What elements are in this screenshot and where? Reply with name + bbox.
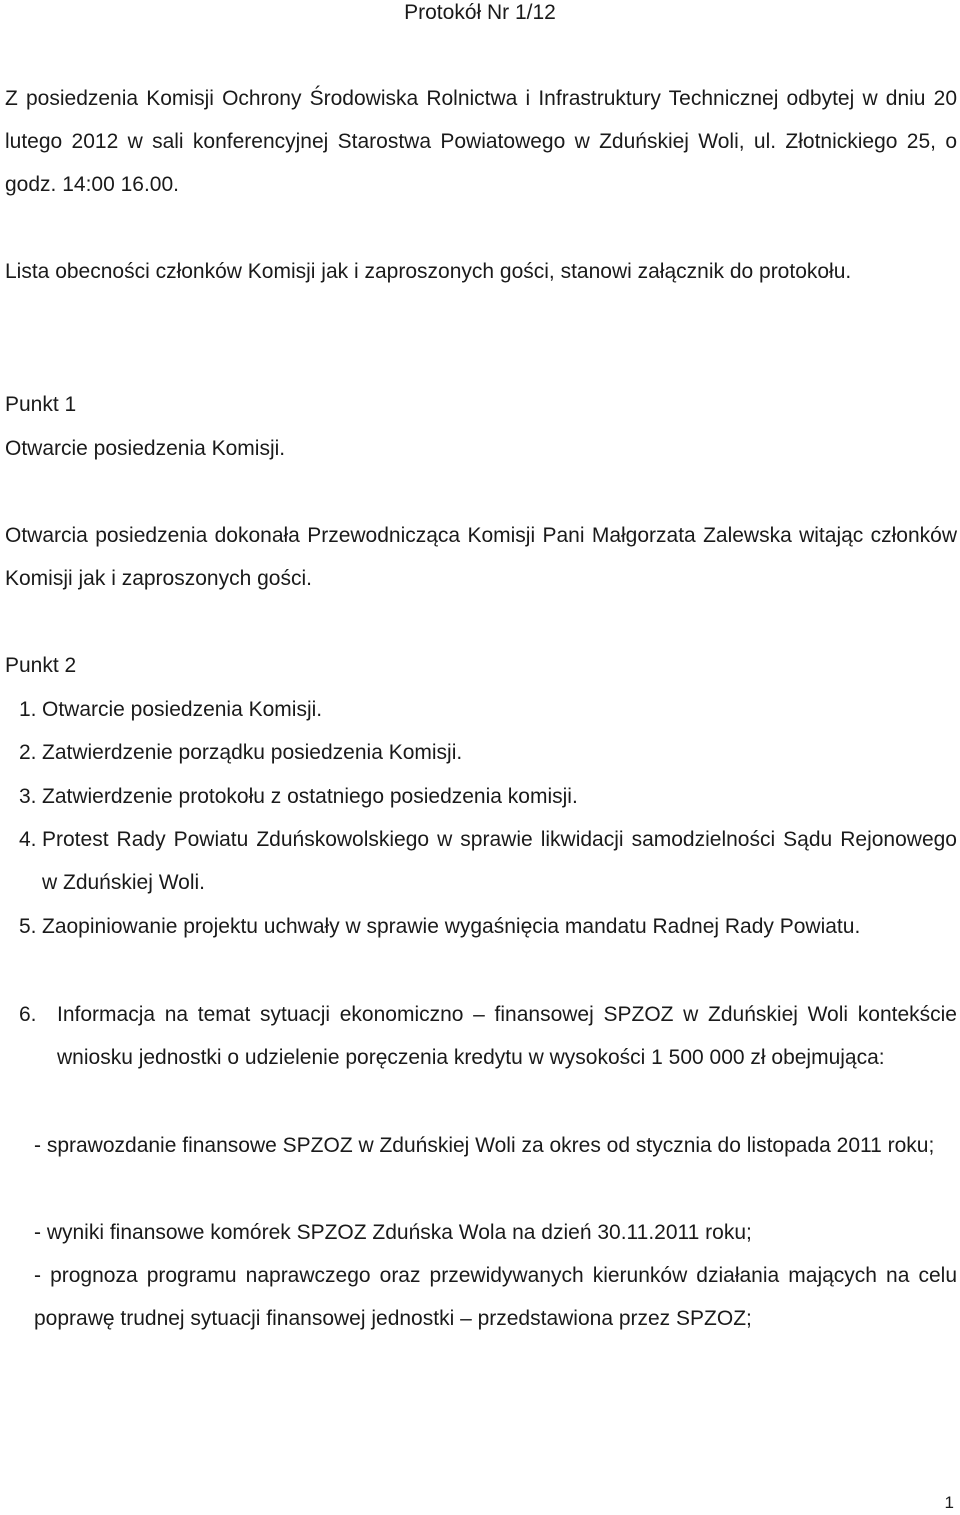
list-item-number: 2. [19, 741, 37, 764]
intro-paragraph: Z posiedzenia Komisji Ochrony Środowiska Rolnictwa i Infrastruktury Technicznej odbytej w dniu 20 lutego 2012 w sali konferencyjnej Starostwa Powiatowego w Zduńskiej Woli, ul. Złotnickiego 25, o godz. 14:00 16.00. [5, 87, 957, 196]
list-item: Zatwierdzenie porządku posiedzenia Komisji. [42, 741, 463, 764]
page-title: Protokół Nr 1/12 [404, 1, 556, 24]
list-item-number: 5. [19, 915, 37, 938]
list-item: Informacja na temat sytuacji ekonomiczno – finansowej SPZOZ w Zduńskiej Woli kontekście wniosku jednostki o udzielenie poręczenia kredytu w wysokości 1 500 000 zł obejmująca: [57, 1003, 957, 1069]
attendance-paragraph: Lista obecności członków Komisji jak i zaproszonych gości, stanowi załącznik do protokołu. [5, 260, 852, 283]
list-item: Zaopiniowanie projektu uchwały w sprawie wygaśnięcia mandatu Radnej Rady Powiatu. [42, 915, 861, 938]
sub-list-item: - wyniki finansowe komórek SPZOZ Zduńska Wola na dzień 30.11.2011 roku; [34, 1221, 752, 1244]
list-item-number: 1. [19, 698, 37, 721]
list-item-number: 6. [19, 1003, 37, 1026]
point-1-paragraph: Otwarcia posiedzenia dokonała Przewodnicząca Komisji Pani Małgorzata Zalewska witając członków Komisji jak i zaproszonych gości. [5, 524, 957, 590]
point-1-subheading: Otwarcie posiedzenia Komisji. [5, 437, 286, 460]
list-item: Otwarcie posiedzenia Komisji. [42, 698, 323, 721]
sub-list-item: - prognoza programu naprawczego oraz przewidywanych kierunków działania mających na celu poprawę trudnej sytuacji finansowej jednostki – przedstawiona przez SPZOZ; [34, 1264, 957, 1330]
list-item-number: 4. [19, 828, 37, 851]
sub-list-item: - sprawozdanie finansowe SPZOZ w Zduńskiej Woli za okres od stycznia do listopada 2011 roku; [34, 1134, 935, 1157]
list-item: Protest Rady Powiatu Zduńskowolskiego w sprawie likwidacji samodzielności Sądu Rejonowego w Zduńskiej Woli. [42, 828, 957, 894]
list-item: Zatwierdzenie protokołu z ostatniego posiedzenia komisji. [42, 785, 578, 808]
point-2-heading: Punkt 2 [5, 654, 77, 677]
point-1-heading: Punkt 1 [5, 393, 77, 416]
page-number: 1 [944, 1493, 954, 1512]
list-item-number: 3. [19, 785, 37, 808]
